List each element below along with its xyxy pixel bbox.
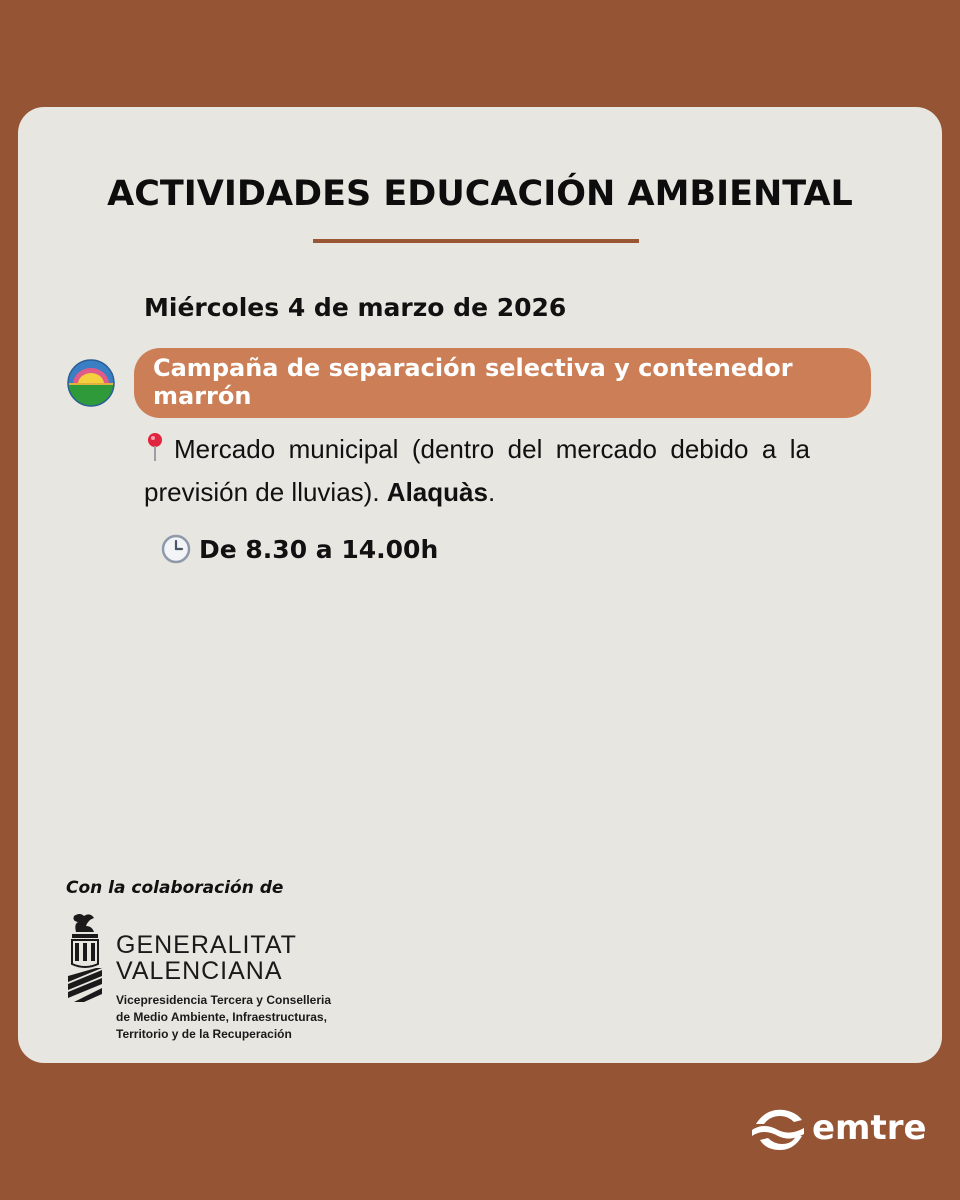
- content-card: [18, 107, 942, 1063]
- clock-icon: [161, 534, 191, 564]
- time-label: De 8.30 a 14.00h: [199, 534, 439, 564]
- location-end: .: [487, 477, 496, 507]
- page-title: ACTIVIDADES EDUCACIÓN AMBIENTAL: [107, 174, 853, 214]
- location-town: Alaquàs: [386, 477, 488, 507]
- location-text: Mercado municipal (dentro del mercado debido a la previsión de lluvias).: [144, 434, 810, 507]
- collaboration-label: Con la colaboración de: [66, 878, 284, 898]
- event-location: [144, 428, 810, 514]
- campaign-pill: Campaña de separación selectiva y contenedor marrón: [134, 348, 871, 418]
- crest-icon: [66, 912, 104, 1004]
- generalitat-department: [116, 992, 416, 1043]
- generalitat-name: [116, 932, 297, 984]
- emtre-mark-icon: [750, 1104, 806, 1152]
- emtre-wordmark: emtre: [812, 1108, 927, 1148]
- emtre-logo: [750, 1104, 927, 1152]
- event-date: Miércoles 4 de marzo de 2026: [144, 293, 567, 322]
- gv-dept-line3: Territorio y de la Recuperación: [116, 1027, 292, 1041]
- title-divider: [313, 239, 639, 243]
- gv-line2: VALENCIANA: [116, 957, 283, 985]
- pin-icon: [144, 432, 166, 462]
- gv-dept-line1: Vicepresidencia Tercera y Conselleria: [116, 993, 332, 1007]
- gv-line1: GENERALITAT: [116, 931, 297, 959]
- town-logo-icon: [67, 359, 115, 407]
- event-time: [161, 534, 438, 564]
- gv-dept-line2: de Medio Ambiente, Infraestructuras,: [116, 1010, 327, 1024]
